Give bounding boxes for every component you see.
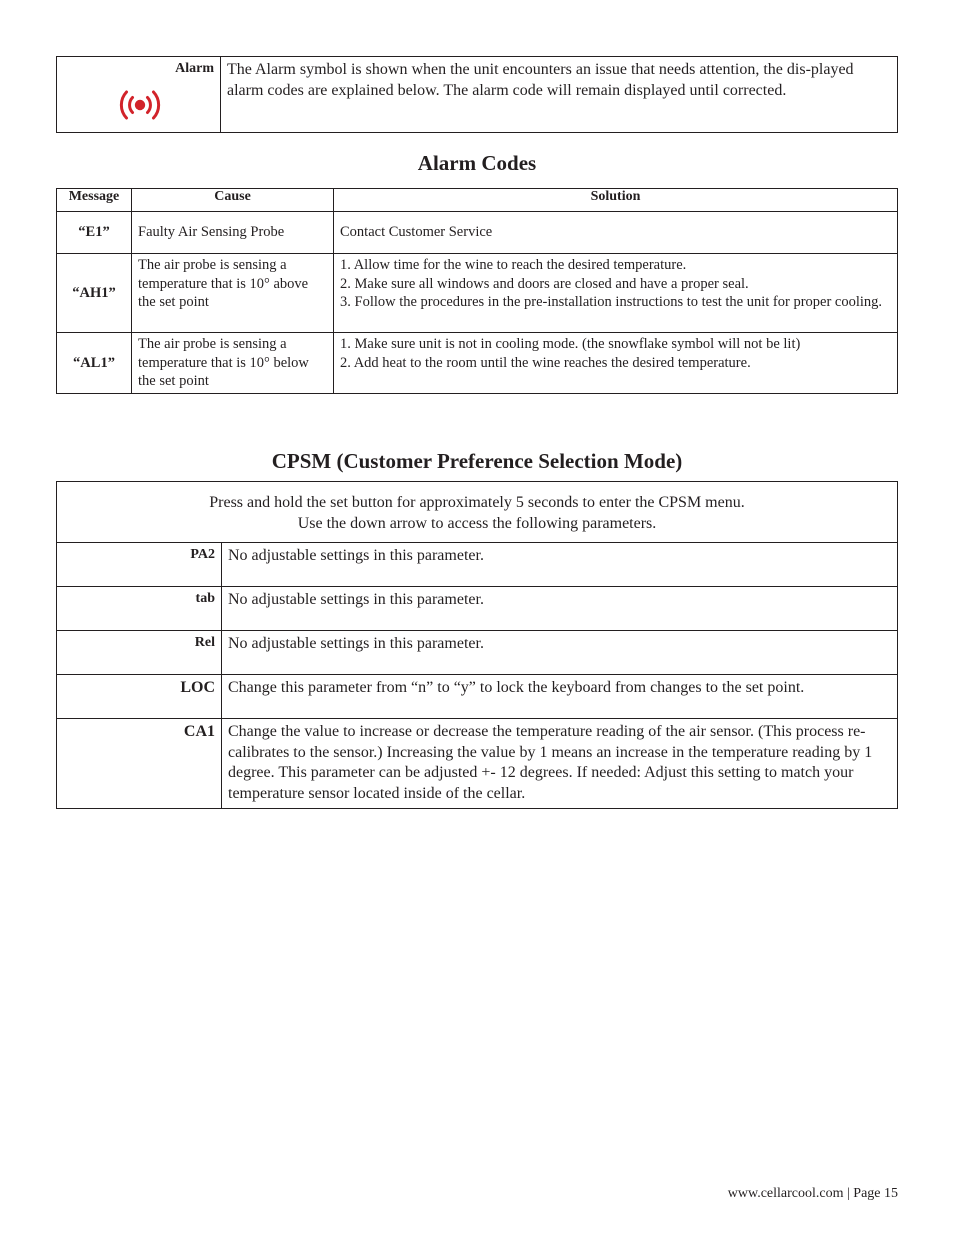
table-row (57, 631, 898, 675)
solution-line: 2. Make sure all windows and doors are closed and have a proper seal. (340, 275, 749, 292)
param-code: CA1 (57, 719, 222, 809)
column-header-message: Message (57, 189, 132, 212)
alarm-symbol-row (57, 57, 898, 133)
param-description: Change the value to increase or decrease the temperature reading of the air sensor. (This process re-calibrates to the sensor.) Increasing the value by 1 means an increase in the temperature reading by 1 degree. This parameter can be adjusted +- 12 degrees. If needed: Adjust this setting to match your temperature sensor located inside of the cellar. (222, 719, 898, 809)
cpsm-intro-line: Press and hold the set button for approximately 5 seconds to enter the CPSM menu. (209, 494, 745, 511)
solution-line: 1. Allow time for the wine to reach the desired temperature. (340, 257, 687, 273)
table-row (57, 675, 898, 719)
param-code: LOC (57, 675, 222, 719)
alarm-codes-header-row (57, 189, 898, 212)
alarm-message: “E1” (57, 212, 132, 254)
cpsm-table (56, 481, 898, 809)
cpsm-heading: CPSM (Customer Preference Selection Mode) (271, 449, 683, 473)
alarm-description: The Alarm symbol is shown when the unit encounters an issue that needs attention, the dis-played alarm codes are explained below. The alarm code will remain displayed until corrected. (221, 57, 898, 133)
param-description: No adjustable settings in this parameter. (222, 631, 898, 675)
solution-line: 1. Make sure unit is not in cooling mode. (the snowflake symbol will not be lit) (340, 336, 801, 352)
alarm-cause: The air probe is sensing a temperature that is 10° above the set point (132, 254, 334, 333)
table-row (57, 333, 898, 394)
cpsm-intro-line: Use the down arrow to access the following parameters. (297, 515, 657, 532)
table-row (57, 212, 898, 254)
column-header-cause: Cause (132, 189, 334, 212)
alarm-codes-heading: Alarm Codes (417, 151, 537, 175)
table-row (57, 543, 898, 587)
cpsm-intro (57, 482, 898, 543)
table-row (57, 587, 898, 631)
param-code: PA2 (57, 543, 222, 587)
alarm-label-cell (57, 57, 221, 133)
alarm-label: Alarm (175, 61, 214, 76)
page-footer: www.cellarcool.com | Page 15 (727, 1186, 898, 1201)
alarm-solution (334, 254, 898, 333)
column-header-solution: Solution (334, 189, 898, 212)
param-description: Change this parameter from “n” to “y” to lock the keyboard from changes to the set point. (222, 675, 898, 719)
solution-line: 2. Add heat to the room until the wine reaches the desired temperature. (340, 354, 751, 371)
alarm-codes-table (56, 188, 898, 394)
alarm-cause: Faulty Air Sensing Probe (132, 212, 334, 254)
alarm-solution (334, 212, 898, 254)
param-description: No adjustable settings in this parameter. (222, 587, 898, 631)
cpsm-intro-row (57, 482, 898, 543)
param-code: tab (57, 587, 222, 631)
alarm-message: “AH1” (57, 254, 132, 333)
table-row (57, 254, 898, 333)
param-code: Rel (57, 631, 222, 675)
alarm-symbol-table (56, 56, 898, 133)
alarm-cause: The air probe is sensing a temperature that is 10° below the set point (132, 333, 334, 394)
param-description: No adjustable settings in this parameter. (222, 543, 898, 587)
alarm-message: “AL1” (57, 333, 132, 394)
alarm-solution (334, 333, 898, 394)
table-row (57, 719, 898, 809)
solution-line: Contact Customer Service (340, 224, 493, 241)
alarm-broadcast-icon (119, 87, 161, 123)
solution-line: 3. Follow the procedures in the pre-installation instructions to test the unit for proper cooling. (340, 294, 883, 310)
